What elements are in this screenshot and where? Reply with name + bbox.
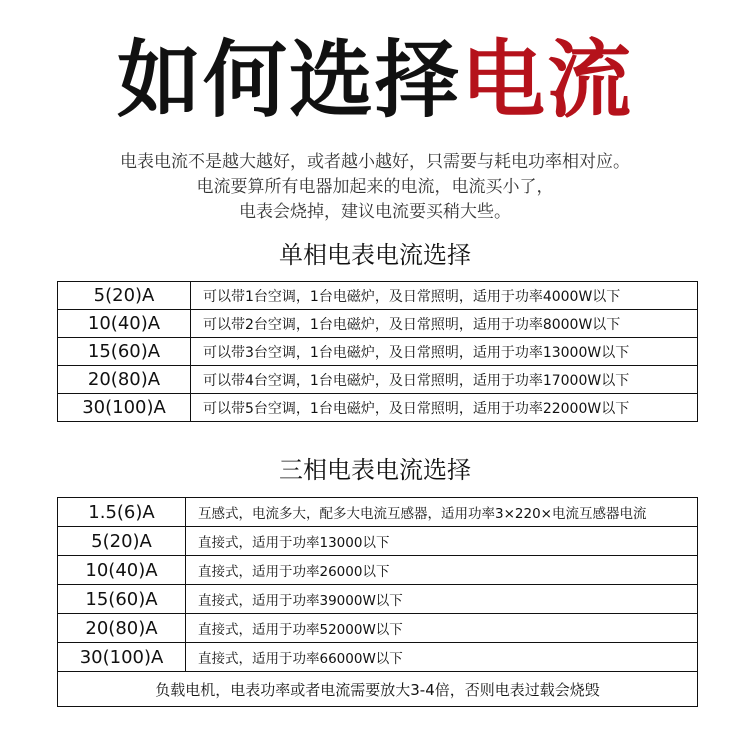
description-cell: 直接式，适用于功率66000W以下 xyxy=(186,643,698,672)
table-row xyxy=(58,556,698,585)
description-cell: 可以带5台空调，1台电磁炉，及日常照明，适用于功率22000W以下 xyxy=(191,394,698,422)
table-row xyxy=(58,366,698,394)
current-cell: 1.5(6)A xyxy=(58,498,186,527)
description-cell: 可以带4台空调，1台电磁炉，及日常照明，适用于功率17000W以下 xyxy=(191,366,698,394)
description-cell: 直接式，适用于功率26000以下 xyxy=(186,556,698,585)
intro-line: 电流要算所有电器加起来的电流，电流买小了， xyxy=(196,177,554,197)
description-cell: 可以带1台空调，1台电磁炉，及日常照明，适用于功率4000W以下 xyxy=(191,282,698,310)
three-phase-table xyxy=(57,497,698,707)
current-cell: 20(80)A xyxy=(58,614,186,643)
title-main: 如何选择 xyxy=(116,31,461,129)
description-cell: 互感式，电流多大，配多大电流互感器，适用功率3×220×电流互感器电流 xyxy=(186,498,698,527)
table-row xyxy=(58,585,698,614)
single-phase-heading: 单相电表电流选择 xyxy=(279,241,471,269)
page-title xyxy=(0,30,750,130)
current-cell: 10(40)A xyxy=(58,556,186,585)
description-cell: 直接式，适用于功率13000以下 xyxy=(186,527,698,556)
current-cell: 5(20)A xyxy=(58,282,191,310)
single-phase-table xyxy=(57,281,698,422)
table-row xyxy=(58,394,698,422)
intro-text xyxy=(0,150,750,225)
title-highlight: 电流 xyxy=(461,31,634,129)
description-cell: 直接式，适用于功率39000W以下 xyxy=(186,585,698,614)
table-row xyxy=(58,614,698,643)
current-cell: 30(100)A xyxy=(58,394,191,422)
current-cell: 20(80)A xyxy=(58,366,191,394)
motor-load-note: 负载电机，电表功率或者电流需要放大3-4倍，否则电表过载会烧毁 xyxy=(58,672,698,707)
current-cell: 5(20)A xyxy=(58,527,186,556)
table-row xyxy=(58,310,698,338)
description-cell: 直接式，适用于功率52000W以下 xyxy=(186,614,698,643)
current-cell: 10(40)A xyxy=(58,310,191,338)
intro-line: 电表电流不是越大越好，或者越小越好，只需要与耗电功率相对应。 xyxy=(120,152,630,172)
note-row xyxy=(58,672,698,707)
table-row xyxy=(58,282,698,310)
table-row xyxy=(58,338,698,366)
current-cell: 15(60)A xyxy=(58,338,191,366)
current-cell: 15(60)A xyxy=(58,585,186,614)
description-cell: 可以带2台空调，1台电磁炉，及日常照明，适用于功率8000W以下 xyxy=(191,310,698,338)
table-row xyxy=(58,643,698,672)
description-cell: 可以带3台空调，1台电磁炉，及日常照明，适用于功率13000W以下 xyxy=(191,338,698,366)
table-row xyxy=(58,498,698,527)
intro-line: 电表会烧掉，建议电流要买稍大些。 xyxy=(239,202,511,222)
three-phase-heading: 三相电表电流选择 xyxy=(279,456,471,484)
table-row xyxy=(58,527,698,556)
current-cell: 30(100)A xyxy=(58,643,186,672)
